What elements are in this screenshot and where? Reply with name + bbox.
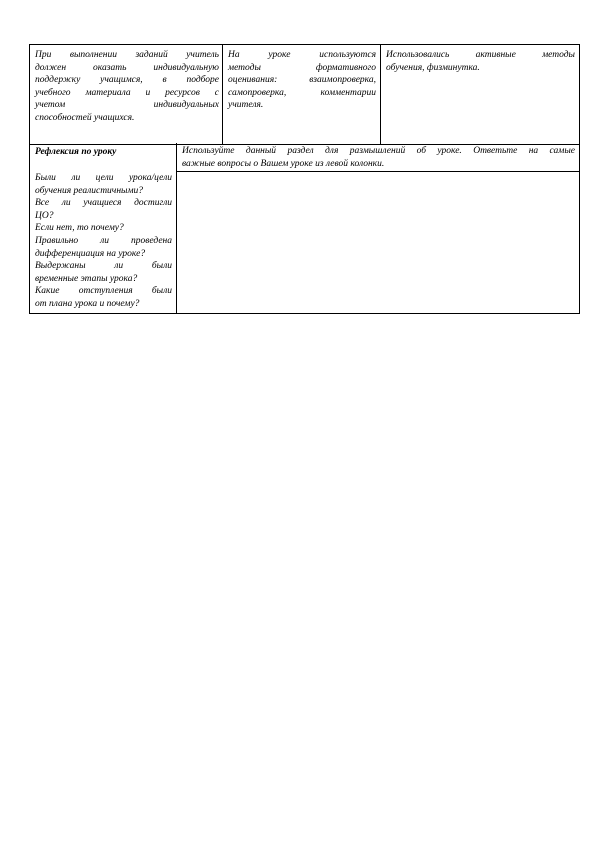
- reflection-title: Рефлексия по уроку: [35, 147, 117, 157]
- assessment-text: [228, 49, 376, 112]
- text-line: обучения, физминутка.: [386, 62, 480, 73]
- differentiation-text: [35, 49, 219, 125]
- text-line: Какие отступления были: [35, 286, 172, 297]
- text-line: обучения реалистичными?: [35, 185, 144, 196]
- cell-differentiation: [29, 45, 222, 144]
- text-line: поддержку учащимся, в подборе: [35, 75, 219, 86]
- text-line: учетом индивидуальных: [35, 100, 219, 111]
- reflection-questions-text: [35, 172, 172, 311]
- text-line: должен оказать индивидуальную: [35, 62, 219, 73]
- text-line: Выдержаны ли были: [35, 261, 172, 272]
- text-line: При выполнении заданий учитель: [35, 50, 219, 60]
- cell-methods: [380, 45, 580, 144]
- methods-text: [386, 49, 575, 74]
- text-line: самопроверка, комментарии: [228, 87, 376, 98]
- text-line: временные этапы урока?: [35, 273, 138, 284]
- text-line: Использовались активные методы: [386, 50, 575, 60]
- text-line: учителя.: [228, 100, 264, 111]
- text-line: Правильно ли проведена: [35, 235, 172, 246]
- cell-reflection-questions: [29, 143, 176, 313]
- text-line: Используйте данный раздел для размышлений об уроке. Ответьте на самые: [182, 146, 575, 156]
- reflection-instruction-text: [182, 145, 575, 170]
- text-line: дифференциация на уроке?: [35, 248, 146, 259]
- text-line: методы формативного: [228, 62, 376, 73]
- reflection-answer-area[interactable]: [177, 172, 579, 313]
- text-line: Все ли учащиеся достигли: [35, 198, 172, 209]
- text-line: учебного материала и ресурсов с: [35, 87, 219, 98]
- text-line: Были ли цели урока/цели: [35, 173, 172, 183]
- cell-assessment: [222, 45, 380, 144]
- table-row-reflection: [29, 143, 580, 314]
- cell-reflection-answers: [176, 143, 580, 313]
- text-line: от плана урока и почему?: [35, 298, 140, 309]
- text-line: важные вопросы о Вашем уроке из левой колонки.: [182, 158, 385, 169]
- text-line: На уроке используются: [228, 50, 376, 60]
- text-line: ЦО?: [35, 210, 54, 221]
- table-row-methods: [29, 44, 580, 145]
- text-line: способностей учащихся.: [35, 112, 135, 123]
- text-line: Если нет, то почему?: [35, 223, 124, 234]
- text-line: оценивания: взаимопроверка,: [228, 75, 376, 86]
